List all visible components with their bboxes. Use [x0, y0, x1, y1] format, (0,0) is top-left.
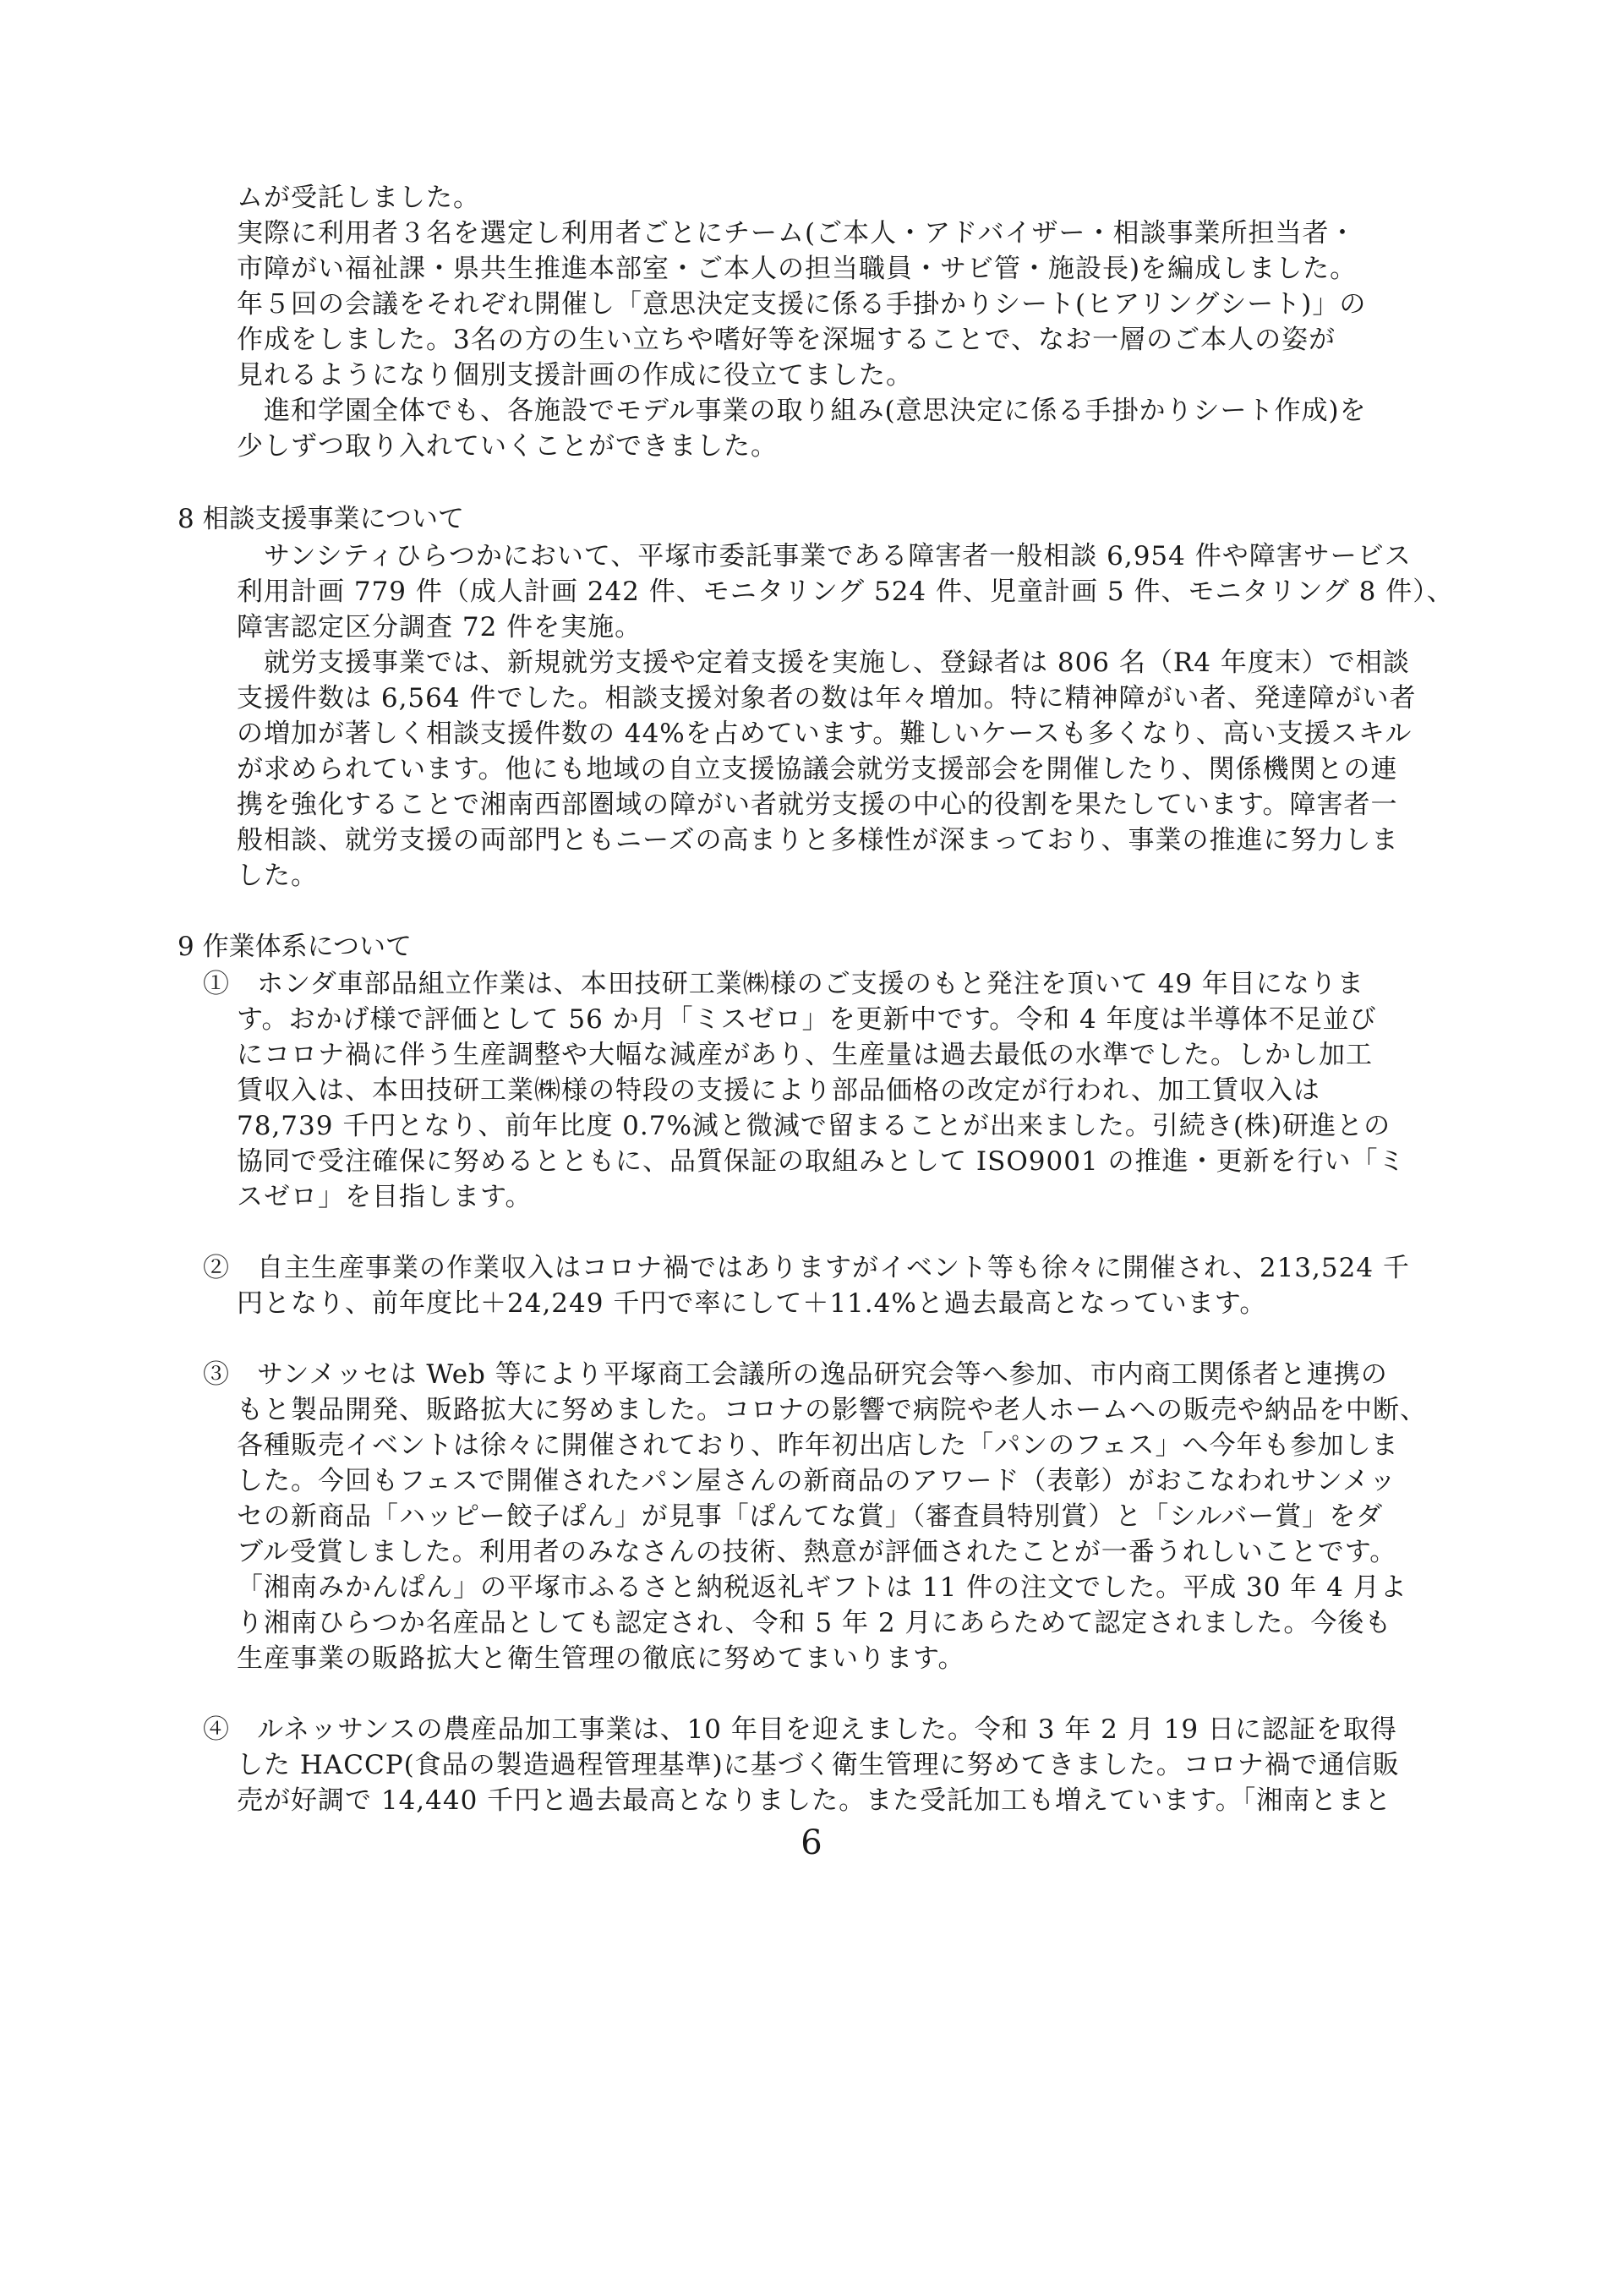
intro-line-6: 見れるようになり個別支援計画の作成に役立てました。: [237, 360, 913, 391]
item-3-line-6: ブル受賞しました。利用者のみなさんの技術、熱意が評価されたことが一番うれしいことです。: [237, 1537, 1397, 1567]
section-8-line-7: が求められています。他にも地域の自立支援協議会就労支援部会を開催したり、関係機関との連: [237, 754, 1398, 784]
item-3-line-4: した。今回もフェスで開催されたパン屋さんの新商品のアワード（表彰）がおこなわれサンメッ: [237, 1466, 1396, 1496]
item-4-line-1: ④ ルネッサンスの農産品加工事業は、10 年目を迎えました。令和 3 年 2 月 19 日に認証を取得: [203, 1714, 1397, 1745]
item-1-line-3: にコロナ禍に伴う生産調整や大幅な減産があり、生産量は過去最低の水準でした。しかし加工: [237, 1040, 1373, 1070]
item-1-line-1: ① ホンダ車部品組立作業は、本田技研工業㈱様のご支援のもと発注を頂いて 49 年目になりま: [203, 969, 1364, 999]
section-9-heading: 9 作業体系について: [178, 932, 412, 962]
item-3-line-7: 「湘南みかんぱん」の平塚市ふるさと納税返礼ギフトは 11 件の注文でした。平成 30 年 4 月よ: [237, 1572, 1407, 1603]
section-8-line-10: した。: [237, 861, 318, 891]
item-4-line-2: した HACCP(食品の製造過程管理基準)に基づく衛生管理に努めてきました。コロナ禍で通信販: [237, 1750, 1400, 1780]
item-3-line-3: 各種販売イベントは徐々に開催されており、昨年初出店した「パンのフェス」へ今年も参加しま: [237, 1430, 1399, 1461]
section-8-line-3: 障害認定区分調査 72 件を実施。: [237, 612, 642, 642]
intro-line-1: ムが受託しました。: [237, 183, 480, 213]
section-8-line-6: の増加が著しく相談支援件数の 44%を占めています。難しいケースも多くなり、高い支援スキル: [237, 719, 1413, 749]
item-1-line-5: 78,739 千円となり、前年比度 0.7%減と微減で留まることが出来ました。引続き(株)研進との: [237, 1111, 1391, 1141]
intro-line-7: 進和学園全体でも、各施設でモデル事業の取り組み(意思決定に係る手掛かりシート作成)を: [237, 396, 1367, 426]
item-1-line-4: 賃収入は、本田技研工業㈱様の特段の支援により部品価格の改定が行われ、加工賃収入は: [237, 1075, 1320, 1106]
intro-line-4: 年５回の会議をそれぞれ開催し「意思決定支援に係る手掛かりシート(ヒアリングシート)」の: [237, 289, 1367, 320]
section-8-line-8: 携を強化することで湘南西部圏域の障がい者就労支援の中心的役割を果たしています。障害者一: [237, 790, 1398, 820]
item-1-line-2: す。おかげ様で評価として 56 か月「ミスゼロ」を更新中です。令和 4 年度は半導体不足並び: [237, 1004, 1377, 1035]
item-2-line-1: ② 自主生産事業の作業収入はコロナ禍ではありますがイベント等も徐々に開催され、213,524 千: [203, 1253, 1410, 1283]
section-8-line-1: サンシティひらつかにおいて、平塚市委託事業である障害者一般相談 6,954 件や障害サービス: [237, 541, 1412, 571]
intro-line-3: 市障がい福祉課・県共生推進本部室・ご本人の担当職員・サビ管・施設長)を編成しました。: [237, 254, 1358, 284]
section-8-line-5: 支援件数は 6,564 件でした。相談支援対象者の数は年々増加。特に精神障がい者、発達障がい者: [237, 683, 1417, 713]
item-2-line-2: 円となり、前年度比＋24,249 千円で率にして＋11.4%と過去最高となっています。: [237, 1288, 1267, 1319]
item-4-line-3: 売が好調で 14,440 千円と過去最高となりました。また受託加工も増えています。「湘南とまと: [237, 1785, 1392, 1816]
section-8-heading: 8 相談支援事業について: [178, 504, 464, 534]
section-8-line-9: 般相談、就労支援の両部門ともニーズの高まりと多様性が深まっており、事業の推進に努力しま: [237, 825, 1399, 856]
item-3-line-1: ③ サンメッセは Web 等により平塚商工会議所の逸品研究会等へ参加、市内商工関係者と連携の: [203, 1359, 1388, 1390]
section-8-line-4: 就労支援事業では、新規就労支援や定着支援を実施し、登録者は 806 名（R4 年度末）で相談: [237, 648, 1410, 678]
intro-line-2: 実際に利用者３名を選定し利用者ごとにチーム(ご本人・アドバイザー・相談事業所担当者・: [237, 218, 1357, 249]
page-number: 6: [801, 1823, 822, 1862]
item-1-line-7: スゼロ」を目指します。: [237, 1182, 533, 1212]
intro-line-5: 作成をしました。3名の方の生い立ちや嗜好等を深堀することで、なお一層のご本人の姿が: [237, 325, 1336, 355]
item-3-line-5: セの新商品「ハッピー餃子ぱん」が見事「ぱんてな賞」（審査員特別賞）と「シルバー賞」をダ: [237, 1501, 1384, 1532]
section-8-line-2: 利用計画 779 件（成人計画 242 件、モニタリング 524 件、児童計画 5 件、モニタリング 8 件）、: [237, 577, 1454, 607]
item-3-line-8: り湘南ひらつか名産品としても認定され、令和 5 年 2 月にあらためて認定されました。今後も: [237, 1608, 1392, 1638]
item-3-line-2: もと製品開発、販路拡大に努めました。コロナの影響で病院や老人ホームへの販売や納品を中断、: [237, 1395, 1427, 1425]
item-3-line-9: 生産事業の販路拡大と衛生管理の徹底に努めてまいります。: [237, 1643, 965, 1674]
item-1-line-6: 協同で受注確保に努めるとともに、品質保証の取組みとして ISO9001 の推進・更新を行い「ミ: [237, 1146, 1406, 1177]
intro-line-8: 少しずつ取り入れていくことができました。: [237, 431, 778, 462]
